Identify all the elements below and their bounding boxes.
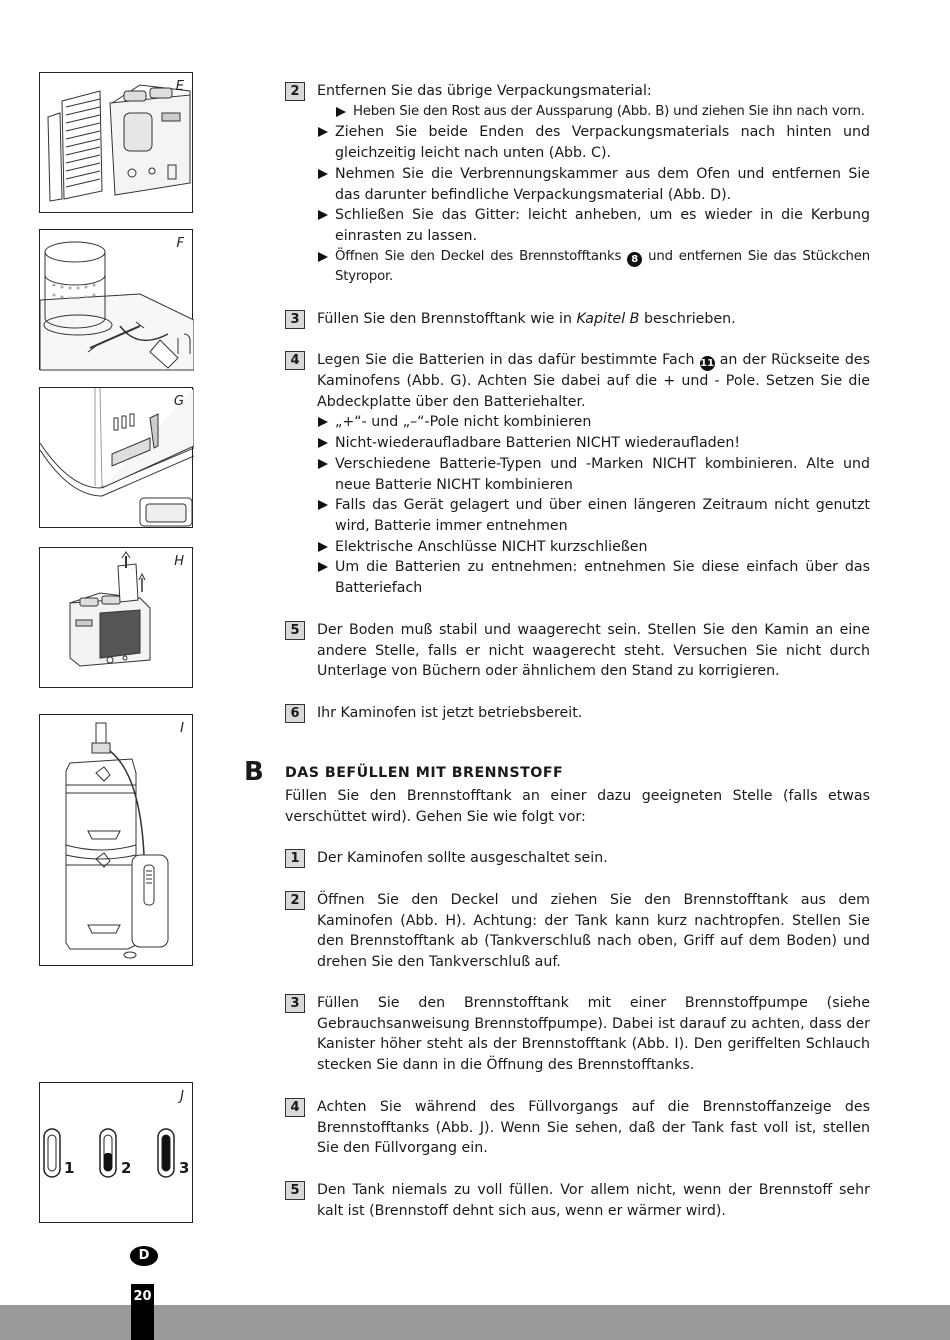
gauge-label-2: 2	[121, 1159, 132, 1177]
page-number: 20	[131, 1284, 154, 1340]
step-number: 4	[285, 351, 305, 370]
bullet-item: Um die Batterien zu entnehmen: entnehmen Sie diese einfach über das Batteriefach	[317, 557, 870, 598]
combustion-chamber-illustration	[40, 230, 194, 371]
part-number-badge: 8	[627, 252, 642, 267]
chapter-reference: Kapitel B	[576, 311, 640, 327]
step-a3	[285, 309, 870, 330]
step-b5	[285, 1180, 870, 1221]
step-number: 3	[285, 994, 305, 1013]
fuel-tank-removal-illustration	[40, 548, 194, 689]
step-text: Den Tank niemals zu voll füllen. Vor allem nicht, wenn der Brennstoff sehr kalt ist (Brennstoff dehnt sich aus, wenn er wärmer wird).	[317, 1182, 870, 1219]
step-text: Ihr Kaminofen ist jetzt betriebsbereit.	[317, 705, 583, 721]
step-b4	[285, 1097, 870, 1159]
figure-e	[39, 72, 193, 213]
figure-f	[39, 229, 193, 370]
bullet-item: Schließen Sie das Gitter: leicht anheben, um es wieder in die Kerbung einrasten zu lassen.	[317, 205, 870, 246]
bullet-item: Heben Sie den Rost aus der Aussparung (Abb. B) und ziehen Sie ihn nach vorn.	[335, 102, 870, 123]
step-text: Der Boden muß stabil und waagerecht sein. Stellen Sie den Kamin an eine andere Stelle, falls er nicht waagerecht steht. Versuchen Sie nicht durch Unterlage von Büchern oder ähnlichem den Stand zu korrigieren.	[317, 622, 870, 680]
gauge-label-3: 3	[179, 1159, 190, 1177]
step-text: Achten Sie während des Füllvorgangs auf die Brennstoffanzeige des Brennstofftanks (Abb. J). Wenn Sie sehen, daß der Tank fast voll ist, stellen Sie den Füllvorgang ein.	[317, 1099, 870, 1157]
figure-label-h: H	[174, 554, 184, 569]
step-text-part: beschrieben.	[643, 311, 736, 327]
step-number: 5	[285, 1181, 305, 1200]
bullet-item: Ziehen Sie beide Enden des Verpackungsmaterials nach hinten und gleichzeitig leicht nach unten (Abb. C).	[317, 122, 870, 163]
step-number: 5	[285, 621, 305, 640]
bullet-item: Elektrische Anschlüsse NICHT kurzschließen	[317, 537, 870, 558]
step-number: 4	[285, 1098, 305, 1117]
section-title: DAS BEFÜLLEN MIT BRENNSTOFF	[285, 765, 564, 781]
step-text: Füllen Sie den Brennstofftank mit einer Brennstoffpumpe (siehe Gebrauchsanweisung Brennstoffpumpe). Dabei ist darauf zu achten, dass der Kanister höher steht als der Brennstofftank (Abb. I). Den geriffelten Schlauch stecken Sie dann in die Öffnung des Brennstofftanks.	[317, 995, 870, 1074]
step-b2	[285, 890, 870, 973]
step-number: 6	[285, 704, 305, 723]
section-intro: Füllen Sie den Brennstofftank an einer dazu geeigneten Stelle (falls etwas verschüttet wird). Gehen Sie wie folgt vor:	[285, 788, 870, 825]
figure-label-g: G	[173, 394, 184, 409]
fuel-gauge-indicator-illustration	[40, 1083, 194, 1224]
figure-j	[39, 1082, 193, 1223]
figure-i	[39, 714, 193, 966]
step-text	[317, 309, 870, 330]
step-text-part: Legen Sie die Batterien in das dafür bestimmte Fach	[317, 352, 695, 368]
step-a6	[285, 703, 870, 724]
step-number: 2	[285, 891, 305, 910]
step-text-part: Füllen Sie den Brennstofftank wie in	[317, 311, 572, 327]
bullet-item: Falls das Gerät gelagert und über einen längeren Zeitraum nicht genutzt wird, Batterie immer entnehmen	[317, 495, 870, 536]
section-letter: B	[244, 757, 264, 787]
step-number: 1	[285, 849, 305, 868]
gauge-label-1: 1	[64, 1159, 75, 1177]
fuel-pump-canister-illustration	[40, 715, 194, 967]
step-a2	[285, 81, 870, 288]
bullet-text: und entfernen Sie das Stückchen Styropor.	[335, 248, 870, 285]
figure-g	[39, 387, 193, 528]
step-text: Der Kaminofen sollte ausgeschaltet sein.	[317, 850, 608, 866]
bullet-item: Nicht-wiederaufladbare Batterien NICHT wiederaufladen!	[317, 433, 870, 454]
step-b3	[285, 993, 870, 1076]
figure-label-f: F	[176, 236, 184, 251]
figure-label-i: I	[180, 721, 184, 736]
battery-compartment-illustration	[40, 388, 194, 529]
step-a5	[285, 620, 870, 682]
step-a4	[285, 350, 870, 599]
bullet-item: Nehmen Sie die Verbrennungskammer aus dem Ofen und entfernen Sie das darunter befindliche Verpackungsmaterial (Abb. D).	[317, 164, 870, 205]
figure-label-e: E	[175, 79, 184, 94]
bullet-item: Verschiedene Batterie-Typen und -Marken NICHT kombinieren. Alte und neue Batterie NICHT kombinieren	[317, 454, 870, 495]
step-b1	[285, 848, 870, 869]
bullet-text: Öffnen Sie den Deckel des Brennstofftanks	[335, 248, 622, 264]
language-badge: D	[130, 1246, 158, 1266]
step-number: 2	[285, 82, 305, 101]
step-text: Entfernen Sie das übrige Verpackungsmaterial:	[317, 83, 652, 99]
heater-grille-open-illustration	[40, 73, 194, 214]
step-text-part: an der Rückseite des Kaminofens (Abb. G). Achten Sie dabei auf die + und - Pole. Setzen Sie die Abdeckplatte über den Batteriehalter.	[317, 352, 870, 410]
part-number-badge: 11	[700, 358, 715, 369]
bullet-item: „+“- und „–“-Pole nicht kombinieren	[317, 412, 870, 433]
step-text: Öffnen Sie den Deckel und ziehen Sie den Brennstofftank aus dem Kaminofen (Abb. H). Achtung: der Tank kann kurz nachtropfen. Stellen Sie den Brennstofftank ab (Tankverschluß nach oben, Griff auf dem Boden) und drehen Sie den Tankverschluß auf.	[317, 892, 870, 971]
step-text	[317, 350, 870, 412]
figure-h	[39, 547, 193, 688]
bullet-item	[317, 247, 870, 288]
step-number: 3	[285, 310, 305, 329]
figure-label-j: J	[180, 1089, 184, 1104]
